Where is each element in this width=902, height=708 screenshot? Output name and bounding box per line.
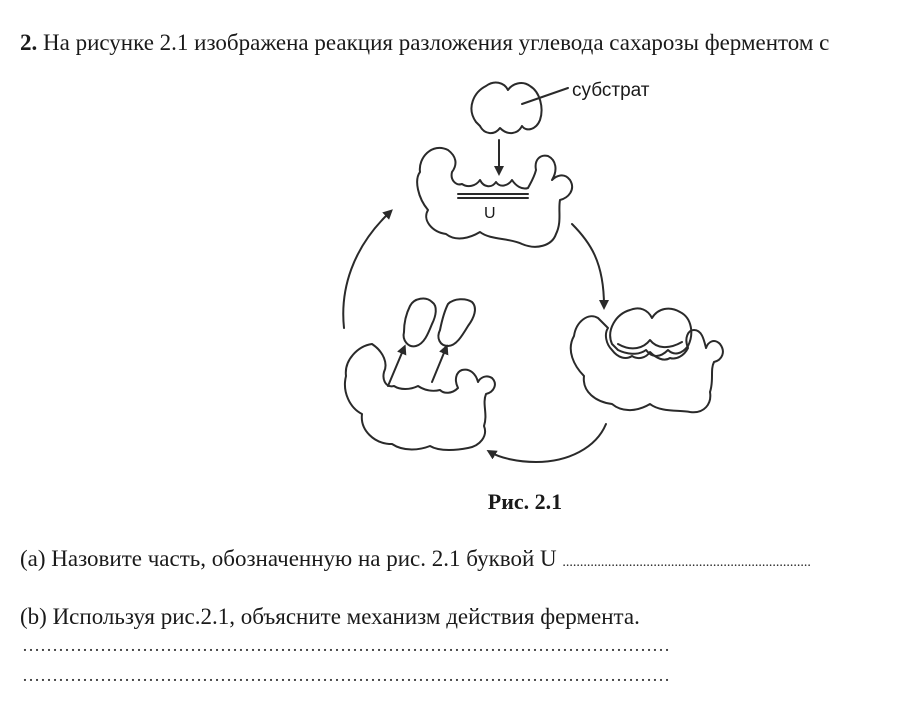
question-body: На рисунке 2.1 изображена реакция разложения углевода сахарозы ферментом с	[37, 30, 830, 55]
substrate-shape	[471, 83, 541, 134]
part-a-text: (a) Назовите часть, обозначенную на рис. 2.1 буквой U	[20, 546, 563, 571]
product-fragment-1	[404, 299, 436, 347]
bound-substrate-shape	[610, 308, 691, 356]
bound-substrate-inner	[618, 340, 682, 348]
substrate-label: субстрат	[572, 80, 650, 101]
enzyme-with-products	[345, 344, 495, 450]
active-site-label: U	[484, 205, 496, 222]
figure-caption: Рис. 2.1	[487, 489, 563, 514]
enzyme-substrate-complex	[571, 316, 723, 412]
part-b-question: (b) Используя рис.2.1, объясните механизм действия фермента.	[20, 604, 640, 629]
part-b-answer-line-2[interactable]: ………………………………………………………………………………………………	[22, 666, 670, 684]
cycle-arrow-top-to-right	[572, 224, 604, 306]
active-site-marker	[458, 194, 528, 198]
cycle-arrow-right-to-left	[490, 424, 606, 462]
question-number: 2.	[20, 30, 38, 55]
part-a-question	[20, 545, 902, 577]
product-release-arrow-1	[388, 348, 404, 386]
product-fragment-2	[438, 299, 475, 346]
product-release-arrow-2	[432, 348, 446, 382]
part-a-answer-field[interactable]: .......................................................................	[562, 555, 811, 570]
substrate-pointer-line	[522, 88, 568, 104]
part-b-answer-line-1[interactable]: ………………………………………………………………………………………………	[22, 636, 670, 654]
cycle-arrow-left-to-top	[343, 212, 390, 328]
